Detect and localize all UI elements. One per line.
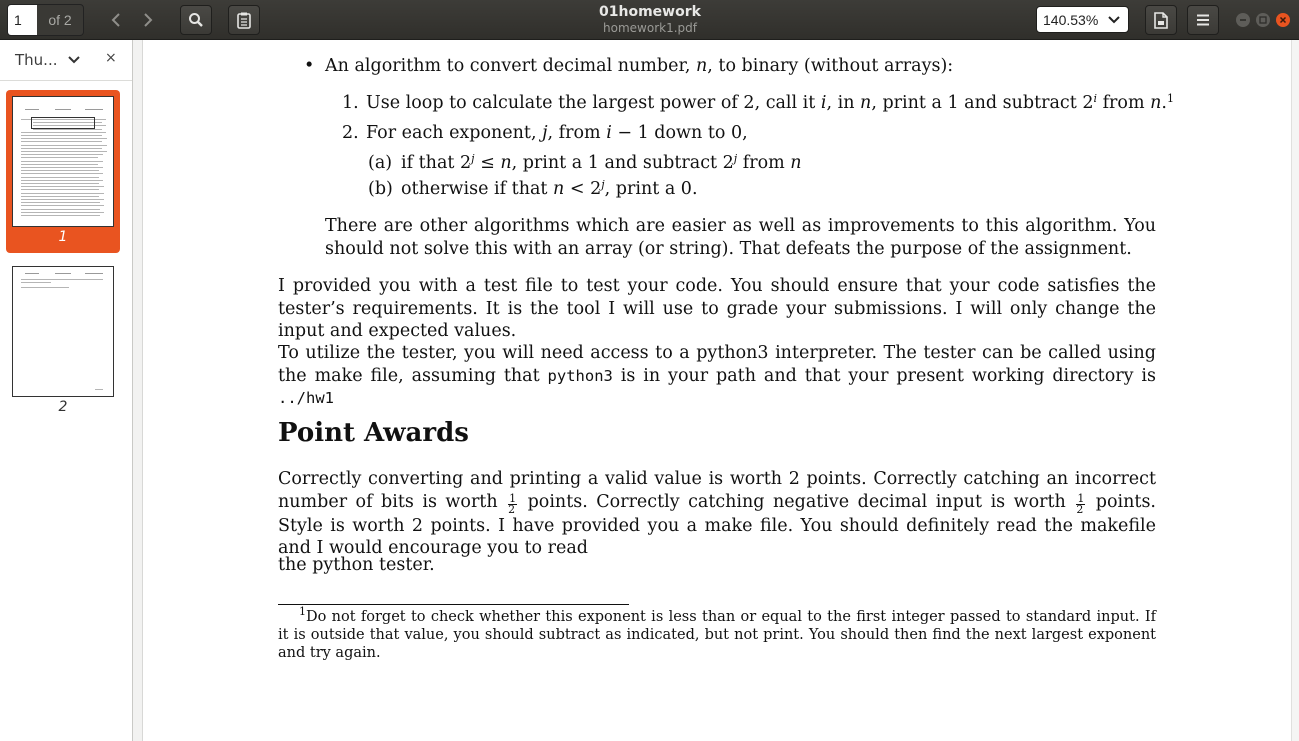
next-page-button[interactable]: [136, 8, 160, 32]
thumbnail-text-line: [55, 109, 71, 110]
thumbnail-text-line: [21, 287, 69, 288]
clipboard-icon: [237, 12, 251, 29]
thumbnail-text-line: [21, 138, 107, 139]
utilize-paragraph: To utilize the tester, you will need access to a python3 interpreter. The tester can be called using the make file, assuming that python3 is in your path and that your present working directory is ../hw1: [278, 343, 1156, 407]
points-paragraph: Correctly converting and printing a valid value is worth 2 points. Correctly catching an incorrect number of bits is worth $\frac{1}{2}$ points. Correctly catching negative decimal input is worth $\frac{1}{2}$ points. Style is worth 2 points. I have provided you a make file. You should definitely read the makefile and I would encourage you to read: [278, 469, 1156, 558]
fraction-one-half: $\frac{1}{2}$: [1076, 491, 1085, 516]
step-2a-text: if that $2^j \le n$, print a 1 and subtract 2$^j$ from n: [401, 152, 802, 173]
search-button[interactable]: [180, 5, 212, 35]
document-icon: [1154, 12, 1168, 29]
document-title: 01homework: [599, 4, 701, 20]
fraction-one-half: $\frac{1}{2}$: [508, 491, 517, 516]
thumbnail-text-line: [33, 129, 102, 130]
thumbnail-text-line: [21, 209, 100, 210]
sidebar-mode-label[interactable]: Thu...: [15, 51, 58, 69]
window-title: [500, 4, 800, 36]
thumbnail-text-line: [21, 186, 104, 187]
thumbnail-text-line: [21, 196, 99, 197]
step-2-text: For each exponent, j, from i − 1 down to 0,: [366, 123, 748, 143]
search-icon: [188, 12, 204, 28]
maximize-icon: [1259, 16, 1267, 24]
thumbnail-text-line: [21, 148, 102, 149]
document-filename: homework1.pdf: [603, 21, 697, 35]
thumbnail-text-line: [25, 273, 39, 274]
thumbnail-text-line: [25, 109, 39, 110]
close-icon: [1279, 16, 1287, 24]
thumbnail-text-line: [21, 151, 107, 152]
step-2a-label: (a): [368, 153, 393, 173]
zoom-select[interactable]: [1036, 6, 1129, 33]
thumbnail-text-line: [21, 282, 51, 283]
thumbnail-text-line: [21, 167, 103, 168]
thumbnail-text-line: [21, 141, 102, 142]
maximize-button[interactable]: [1256, 13, 1270, 27]
annotations-button[interactable]: [228, 5, 260, 35]
document-view: [144, 40, 1291, 741]
thumbnail-page-2[interactable]: [12, 266, 114, 397]
step-2-number: 2.: [342, 123, 359, 143]
previous-page-button[interactable]: [104, 8, 128, 32]
step-1-text: Use loop to calculate the largest power of 2, call it i, in n, print a 1 and subtract 2$^i$ from n.$^1$: [366, 92, 1174, 113]
sidebar-header: [0, 40, 132, 81]
thumbnail-text-line: [21, 161, 103, 162]
thumbnail-text-line: [21, 202, 100, 203]
thumbnail-text-line: [85, 273, 103, 274]
step-2b-label: (b): [368, 179, 393, 199]
thumbnail-text-line: [21, 205, 104, 206]
thumbnail-text-line: [21, 132, 106, 133]
other-algorithms-paragraph: There are other algorithms which are easier as well as improvements to this algorithm. You should not solve this with an array (or string). That defeats the purpose of the assignment.: [325, 216, 1156, 259]
code-path: ../hw1: [278, 389, 334, 407]
print-button[interactable]: [1145, 5, 1177, 35]
thumbnail-text-line: [21, 157, 98, 158]
thumbnail-page-1-label: 1: [58, 229, 68, 245]
thumbnail-text-line: [21, 180, 103, 181]
thumbnail-text-line: [21, 183, 99, 184]
bullet-glyph: •: [304, 56, 315, 76]
minimize-button[interactable]: [1236, 13, 1250, 27]
thumbnail-text-line: [21, 173, 103, 174]
thumbnail-text-line: [21, 154, 103, 155]
sidebar-splitter[interactable]: [133, 40, 143, 741]
thumbnail-text-line: [21, 279, 103, 280]
minimize-icon: [1239, 16, 1247, 24]
thumbnail-page-1[interactable]: [12, 96, 114, 227]
code-python3: python3: [547, 366, 613, 385]
thumbnail-text-line: [21, 135, 102, 136]
footnote-rule: [278, 604, 629, 605]
close-window-button[interactable]: [1276, 13, 1290, 27]
thumbnail-boxed-region: [31, 117, 95, 129]
thumbnail-text-line: [21, 177, 99, 178]
chevron-left-icon: [111, 13, 121, 27]
section-heading-point-awards: Point Awards: [278, 418, 469, 448]
thumbnail-text-line: [95, 389, 103, 390]
scrollbar-track[interactable]: [1291, 40, 1299, 741]
thumbnail-text-line: [55, 273, 71, 274]
footnote-mark: 1: [299, 605, 306, 618]
step-2b-text: otherwise if that $n < 2^j$, print a 0.: [401, 178, 698, 199]
points-paragraph-tail: the python tester.: [278, 555, 435, 575]
sidebar: [0, 40, 133, 741]
algorithm-intro: An algorithm to convert decimal number, n, to binary (without arrays):: [325, 56, 954, 76]
hamburger-icon: [1196, 14, 1210, 26]
thumbnail-page-2-label: 2: [58, 399, 68, 415]
menu-button[interactable]: [1187, 5, 1219, 35]
chevron-down-icon[interactable]: [66, 52, 82, 68]
thumbnail-text-line: [21, 170, 99, 171]
tester-paragraph: I provided you with a test file to test your code. You should ensure that your code satisfies the tester’s requirements. It is the tool I will use to grade your submissions. I will only change the input and expected values.: [278, 276, 1156, 341]
thumbnail-text-line: [21, 199, 104, 200]
thumbnail-text-line: [21, 193, 104, 194]
thumbnail-text-line: [21, 145, 107, 146]
zoom-value: 140.53%: [1043, 11, 1099, 28]
thumbnail-text-line: [21, 164, 98, 165]
thumbnail-text-line: [85, 109, 103, 110]
header-bar: [0, 0, 1299, 40]
thumbnail-text-line: [21, 212, 104, 213]
page-selector[interactable]: [7, 4, 84, 36]
page-number-input[interactable]: 1: [8, 5, 37, 35]
page-total-label: of 2: [48, 12, 72, 28]
chevron-right-icon: [143, 13, 153, 27]
thumbnail-text-line: [21, 215, 100, 216]
footnote: $^1$Do not forget to check whether this exponent is less than or equal to the first integer passed to standard input. If it is outside that value, you should subtract as indicated, but not print. You should then find the next largest exponent and try again.: [278, 605, 1156, 661]
chevron-down-icon: [1107, 10, 1121, 30]
footnote-reference[interactable]: 1: [1166, 92, 1174, 105]
thumbnail-text-line: [21, 189, 99, 190]
sidebar-close-button[interactable]: ×: [105, 50, 117, 66]
step-1-number: 1.: [342, 93, 359, 113]
